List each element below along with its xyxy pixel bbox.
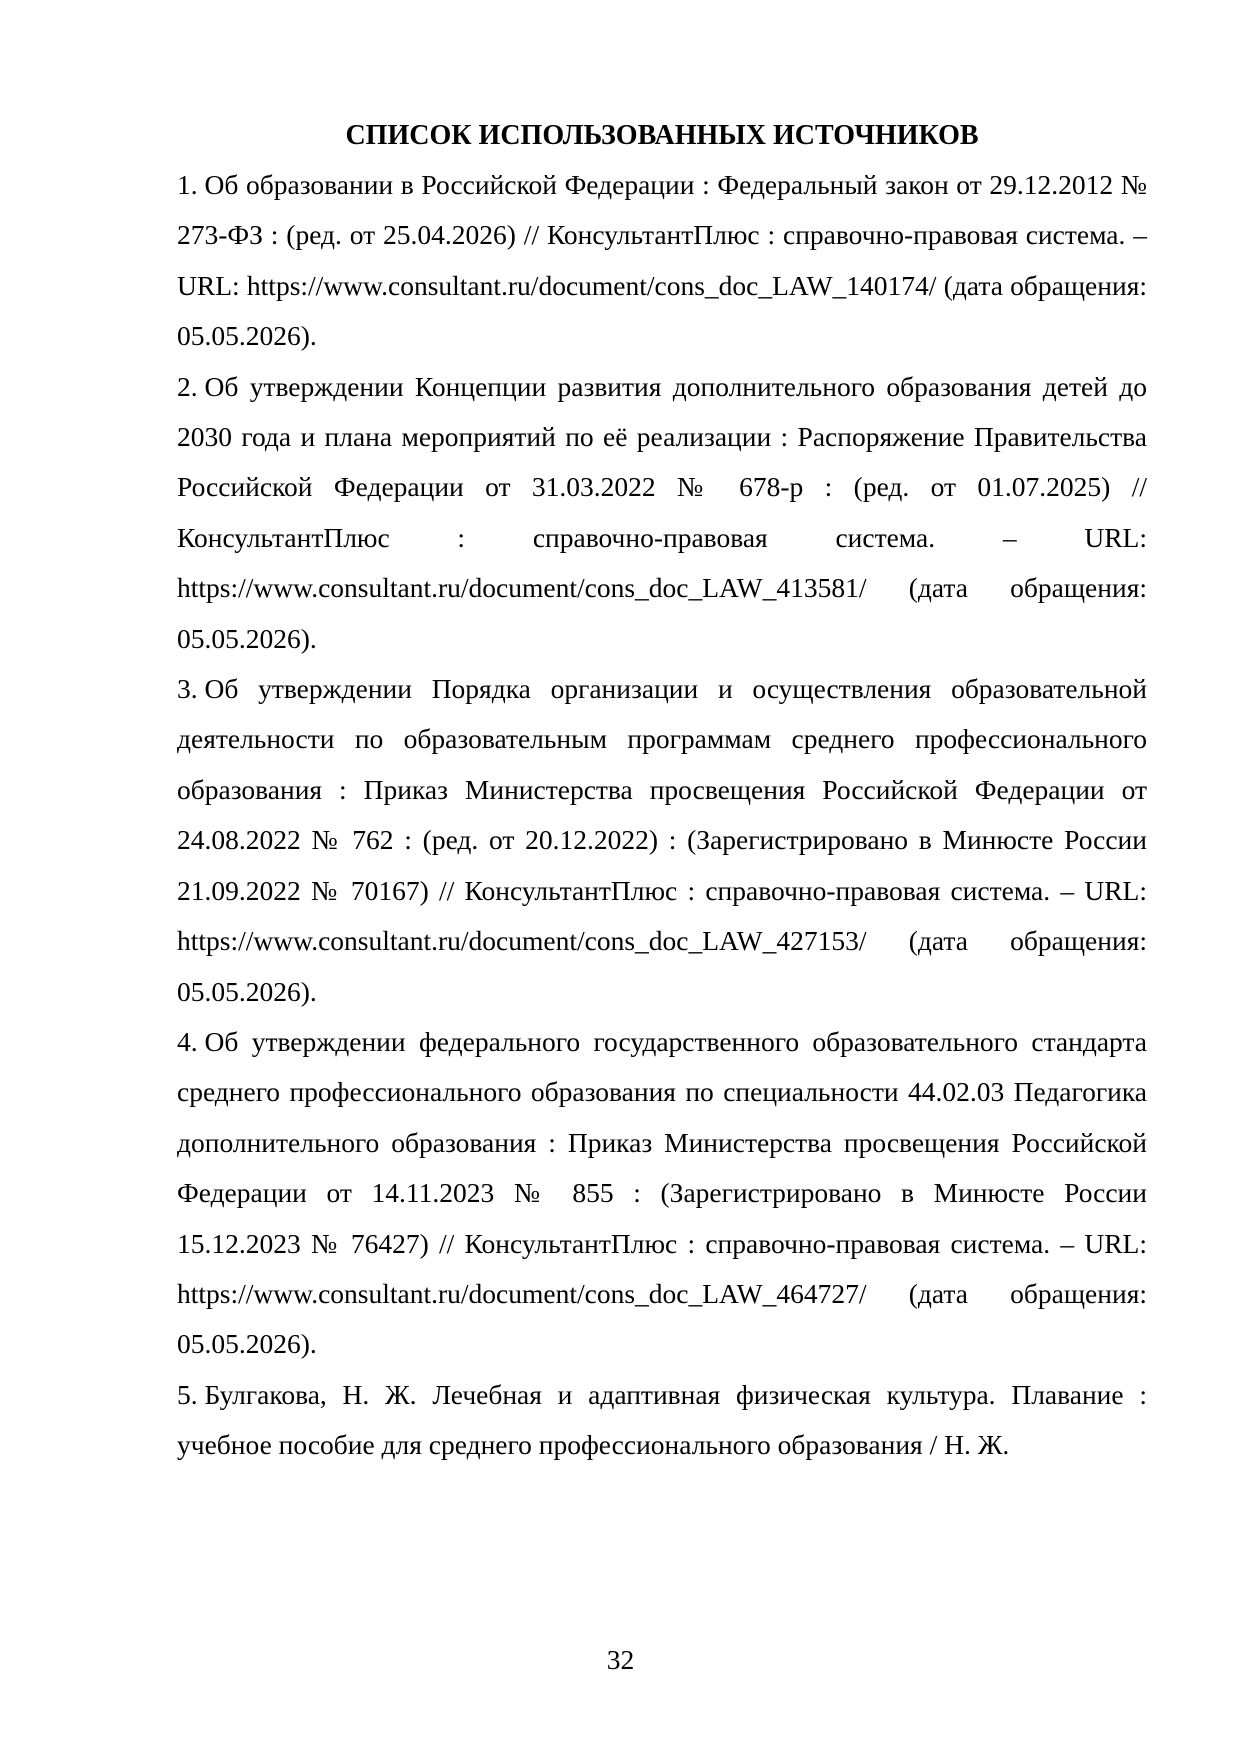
page-number: 32 <box>606 1644 635 1675</box>
entry-text: Булгакова, Н. Ж. Лечебная и адаптивная физическая культура. Плавание : учебное пособие для среднего профессионального образования / Н. Ж. <box>177 1378 1147 1461</box>
entry-text: Об утверждении федерального государственного образовательного стандарта среднего профессионального образования по специальности 44.02.03 Педагогика дополнительного образования : Приказ Министерства просвещения Российской Федерации от 14.11.2023 № 855 : (Зарегистрировано в Минюсте России 15.12.2023 № 76427) // КонсультантПлюс : справочно-правовая система. – URL: https://www.consultant.ru/document/cons_doc_LAW_464727/ (дата обращения: 05.05.2026). <box>177 1025 1147 1360</box>
bibliography-entry-3 <box>177 664 1147 1017</box>
bibliography-entry-5 <box>177 1370 1147 1471</box>
entry-number: 4. <box>177 1025 198 1057</box>
entry-number: 2. <box>177 370 198 402</box>
entry-text: Об образовании в Российской Федерации : Федеральный закон от 29.12.2012 № 273-ФЗ : (ред. от 25.04.2026) // КонсультантПлюс : справочно-правовая система. – URL: https://www.consultant.ru/document/cons_doc_LAW_140174/ (дата обращения: 05.05.2026). <box>177 169 1147 352</box>
entry-number: 5. <box>177 1378 198 1410</box>
bibliography-entry-4 <box>177 1017 1147 1370</box>
bibliography-entry-1 <box>177 160 1147 362</box>
entry-text: Об утверждении Концепции развития дополнительного образования детей до 2030 года и плана мероприятий по её реализации : Распоряжение Правительства Российской Федерации от 31.03.2022 № 678-р : (ред. от 01.07.2025) // КонсультантПлюс : справочно-правовая система. – URL: https://www.consultant.ru/document/cons_doc_LAW_413581/ (дата обращения: 05.05.2026). <box>177 370 1147 654</box>
page-title: СПИСОК ИСПОЛЬЗОВАННЫХ ИСТОЧНИКОВ <box>345 120 979 151</box>
entry-text: Об утверждении Порядка организации и осуществления образовательной деятельности по образовательным программам среднего профессионального образования : Приказ Министерства просвещения Российской Федерации от 24.08.2022 № 762 : (ред. от 20.12.2022) : (Зарегистрировано в Минюсте России 21.09.2022 № 70167) // КонсультантПлюс : справочно-правовая система. – URL: https://www.consultant.ru/document/cons_doc_LAW_427153/ (дата обращения: 05.05.2026). <box>177 673 1147 1007</box>
entry-number: 1. <box>177 169 198 200</box>
entry-number: 3. <box>177 673 198 705</box>
bibliography-entry-2 <box>177 362 1147 664</box>
bibliography-section <box>177 112 1147 1471</box>
